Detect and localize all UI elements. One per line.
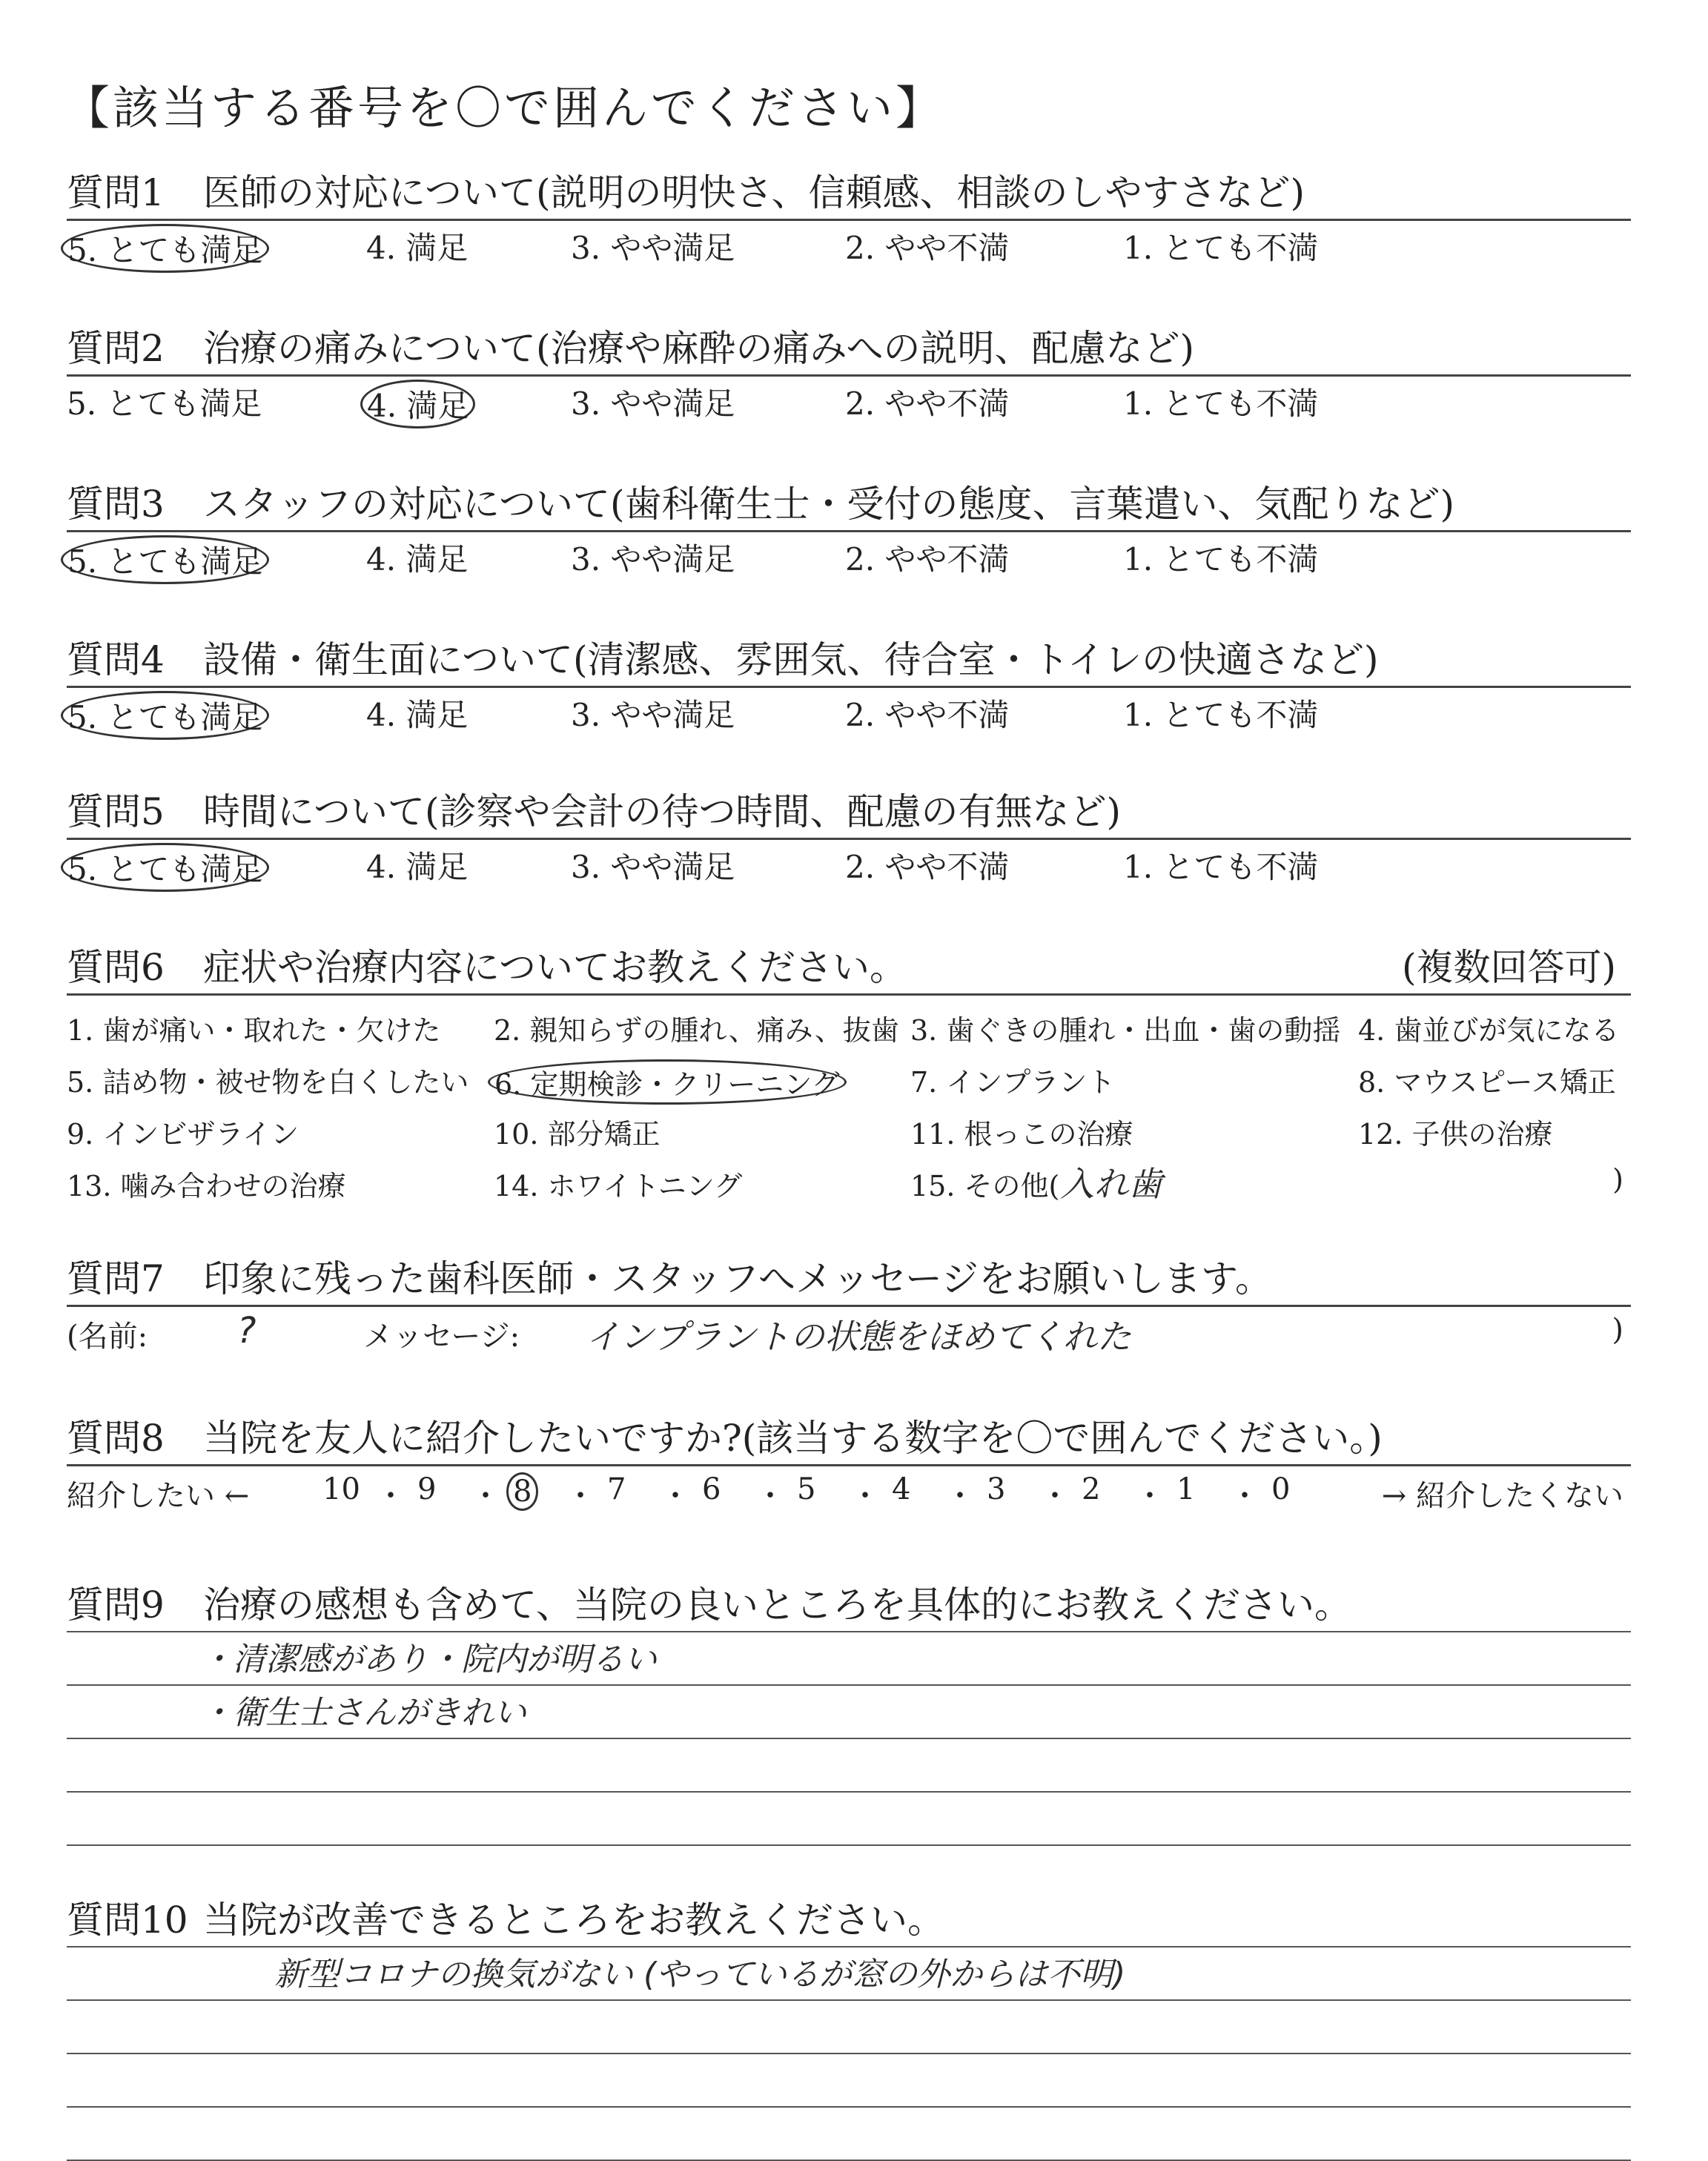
handwritten-answer: ・衛生士さんがきれい <box>200 1694 526 1732</box>
recommend-score[interactable]: 2 <box>1082 1472 1101 1506</box>
question-text: 治療の痛みについて(治療や麻酔の痛みへの説明、配慮など) <box>203 327 1195 370</box>
symptom-option[interactable]: 6. 定期検診・クリーニング <box>488 1059 847 1105</box>
question-10 <box>67 1894 1631 2161</box>
symptom-options <box>67 996 1631 1211</box>
rating-option[interactable]: 2. やや不満 <box>845 385 1010 422</box>
rating-option[interactable]: 3. やや満足 <box>571 230 735 266</box>
rating-option[interactable]: 4. 満足 <box>366 849 469 885</box>
rating-options <box>67 377 1631 424</box>
rating-option[interactable]: 1. とても不満 <box>1123 230 1319 266</box>
rating-options <box>67 221 1631 268</box>
name-value[interactable]: ? <box>237 1310 256 1351</box>
rating-options <box>67 532 1631 580</box>
answer-line[interactable] <box>67 1947 1631 2001</box>
separator-dot: ・ <box>1230 1479 1260 1513</box>
question-2 <box>67 322 1631 424</box>
symptom-option[interactable]: 10. 部分矯正 <box>494 1118 661 1151</box>
answer-line[interactable] <box>67 1686 1631 1739</box>
separator-dot: ・ <box>566 1479 595 1513</box>
answer-line[interactable] <box>67 1739 1631 1793</box>
recommend-score[interactable]: 4 <box>892 1472 911 1506</box>
answer-lines <box>67 1947 1631 2161</box>
question-text: 医師の対応について(説明の明快さ、信頼感、相談のしやすさなど) <box>203 171 1305 214</box>
question-text: 治療の感想も含めて、当院の良いところを具体的にお教えください。 <box>203 1583 1351 1626</box>
question-text: 当院を友人に紹介したいですか?(該当する数字を〇で囲んでください。) <box>203 1417 1383 1460</box>
question-number: 質問7 <box>67 1257 165 1300</box>
rating-option[interactable]: 1. とても不満 <box>1123 385 1319 422</box>
separator-dot: ・ <box>1135 1479 1165 1513</box>
question-7 <box>67 1253 1631 1366</box>
recommend-score[interactable]: 1 <box>1176 1472 1196 1506</box>
separator-dot: ・ <box>471 1479 500 1513</box>
rating-option[interactable]: 2. やや不満 <box>845 697 1010 733</box>
close-paren: ) <box>1612 1163 1623 1196</box>
separator-dot: ・ <box>755 1479 785 1513</box>
recommend-score[interactable]: 7 <box>607 1472 626 1506</box>
symptom-option[interactable]: 7. インプラント <box>910 1066 1116 1099</box>
other-answer[interactable]: 入れ歯 <box>1060 1164 1162 1204</box>
question-text: 設備・衛生面について(清潔感、雰囲気、待合室・トイレの快適さなど) <box>203 638 1379 681</box>
question-number: 質問9 <box>67 1583 165 1626</box>
message-label: メッセージ: <box>363 1320 520 1354</box>
symptom-option[interactable]: 12. 子供の治療 <box>1358 1118 1553 1151</box>
separator-dot: ・ <box>1040 1479 1070 1513</box>
question-text: 印象に残った歯科医師・スタッフへメッセージをお願いします。 <box>203 1257 1272 1300</box>
rating-options <box>67 840 1631 887</box>
answer-line[interactable] <box>67 2108 1631 2161</box>
recommend-score[interactable]: 9 <box>417 1472 437 1506</box>
not-recommend-label: → 紹介したくない <box>1381 1479 1623 1513</box>
rating-options <box>67 688 1631 735</box>
rating-option[interactable]: 1. とても不満 <box>1123 541 1319 578</box>
question-number: 質問6 <box>67 946 165 989</box>
rating-option[interactable]: 5. とても満足 <box>61 843 269 892</box>
question-6 <box>67 941 1631 1211</box>
rating-option[interactable]: 2. やや不満 <box>845 230 1010 266</box>
symptom-option[interactable]: 5. 詰め物・被せ物を白くしたい <box>67 1066 469 1099</box>
answer-lines <box>67 1632 1631 1846</box>
separator-dot: ・ <box>661 1479 690 1513</box>
symptom-option[interactable]: 2. 親知らずの腫れ、痛み、抜歯 <box>494 1014 899 1047</box>
rating-option[interactable]: 4. 満足 <box>366 541 469 578</box>
symptom-option[interactable]: 8. マウスピース矯正 <box>1358 1066 1616 1099</box>
question-5 <box>67 786 1631 887</box>
question-text: スタッフの対応について(歯科衛生士・受付の態度、言葉遣い、気配りなど) <box>203 483 1455 526</box>
symptom-option[interactable]: 9. インビザライン <box>67 1118 299 1151</box>
symptom-option[interactable]: 4. 歯並びが気になる <box>1358 1014 1620 1047</box>
rating-option[interactable]: 3. やや満足 <box>571 849 735 885</box>
rating-option[interactable]: 1. とても不満 <box>1123 697 1319 733</box>
rating-option[interactable]: 4. 満足 <box>360 380 475 428</box>
rating-option[interactable]: 4. 満足 <box>366 697 469 733</box>
separator-dot: ・ <box>850 1479 880 1513</box>
symptom-option[interactable]: 13. 噛み合わせの治療 <box>67 1170 346 1202</box>
separator-dot: ・ <box>945 1479 975 1513</box>
answer-line[interactable] <box>67 2001 1631 2054</box>
recommend-score[interactable]: 3 <box>987 1472 1006 1506</box>
question-3 <box>67 478 1631 580</box>
question-text: 症状や治療内容についてお教えください。 <box>203 946 907 989</box>
rating-option[interactable]: 2. やや不満 <box>845 541 1010 578</box>
symptom-option[interactable]: 14. ホワイトニング <box>494 1170 743 1202</box>
question-9 <box>67 1579 1631 1846</box>
multiple-answer-note: (複数回答可) <box>1401 946 1616 989</box>
close-paren: ) <box>1612 1313 1623 1347</box>
question-1 <box>67 167 1631 268</box>
recommend-score[interactable]: 8 <box>506 1472 538 1511</box>
name-label: (名前: <box>67 1320 148 1354</box>
recommend-score[interactable]: 6 <box>702 1472 721 1506</box>
handwritten-answer: 新型コロナの換気がない (やっているが窓の外からは不明) <box>274 1956 1126 1993</box>
rating-option[interactable]: 5. とても満足 <box>67 385 262 422</box>
question-8 <box>67 1412 1631 1518</box>
question-number: 質問10 <box>67 1899 188 1942</box>
rating-option[interactable]: 3. やや満足 <box>571 697 735 733</box>
question-text: 時間について(診察や会計の待つ時間、配慮の有無など) <box>203 790 1122 833</box>
symptom-option[interactable]: 1. 歯が痛い・取れた・欠けた <box>67 1014 441 1047</box>
question-number: 質問4 <box>67 638 165 681</box>
rating-option[interactable]: 1. とても不満 <box>1123 849 1319 885</box>
recommend-score[interactable]: 0 <box>1271 1472 1291 1506</box>
rating-option[interactable]: 3. やや満足 <box>571 541 735 578</box>
answer-line[interactable] <box>67 1793 1631 1846</box>
recommend-label: 紹介したい ← <box>67 1479 250 1513</box>
rating-option[interactable]: 5. とても満足 <box>61 224 269 273</box>
question-number: 質問8 <box>67 1417 165 1460</box>
symptom-option[interactable]: 3. 歯ぐきの腫れ・出血・歯の動揺 <box>910 1014 1341 1047</box>
recommend-score[interactable]: 10 <box>322 1472 360 1506</box>
answer-line[interactable] <box>67 1632 1631 1686</box>
rating-option[interactable]: 2. やや不満 <box>845 849 1010 885</box>
question-number: 質問3 <box>67 483 165 526</box>
question-text: 当院が改善できるところをお教えください。 <box>203 1899 944 1942</box>
recommend-scale <box>67 1466 1631 1518</box>
answer-line[interactable] <box>67 2054 1631 2108</box>
symptom-option[interactable]: 11. 根っこの治療 <box>910 1118 1133 1151</box>
message-value[interactable]: インプラントの状態をほめてくれた <box>586 1317 1131 1357</box>
rating-option[interactable]: 5. とても満足 <box>61 535 269 584</box>
page-title: 【該当する番号を〇で囲んでください】 <box>64 81 945 135</box>
rating-option[interactable]: 3. やや満足 <box>571 385 735 422</box>
handwritten-answer: ・清潔感があり・院内が明るい <box>200 1641 657 1678</box>
rating-option[interactable]: 4. 満足 <box>366 230 469 266</box>
question-4 <box>67 634 1631 735</box>
separator-dot: ・ <box>376 1479 406 1513</box>
symptom-option[interactable]: 15. その他( <box>910 1170 1060 1202</box>
question-number: 質問5 <box>67 790 165 833</box>
recommend-score[interactable]: 5 <box>797 1472 816 1506</box>
rating-option[interactable]: 5. とても満足 <box>61 691 269 740</box>
question-number: 質問2 <box>67 327 165 370</box>
question-number: 質問1 <box>67 171 165 214</box>
